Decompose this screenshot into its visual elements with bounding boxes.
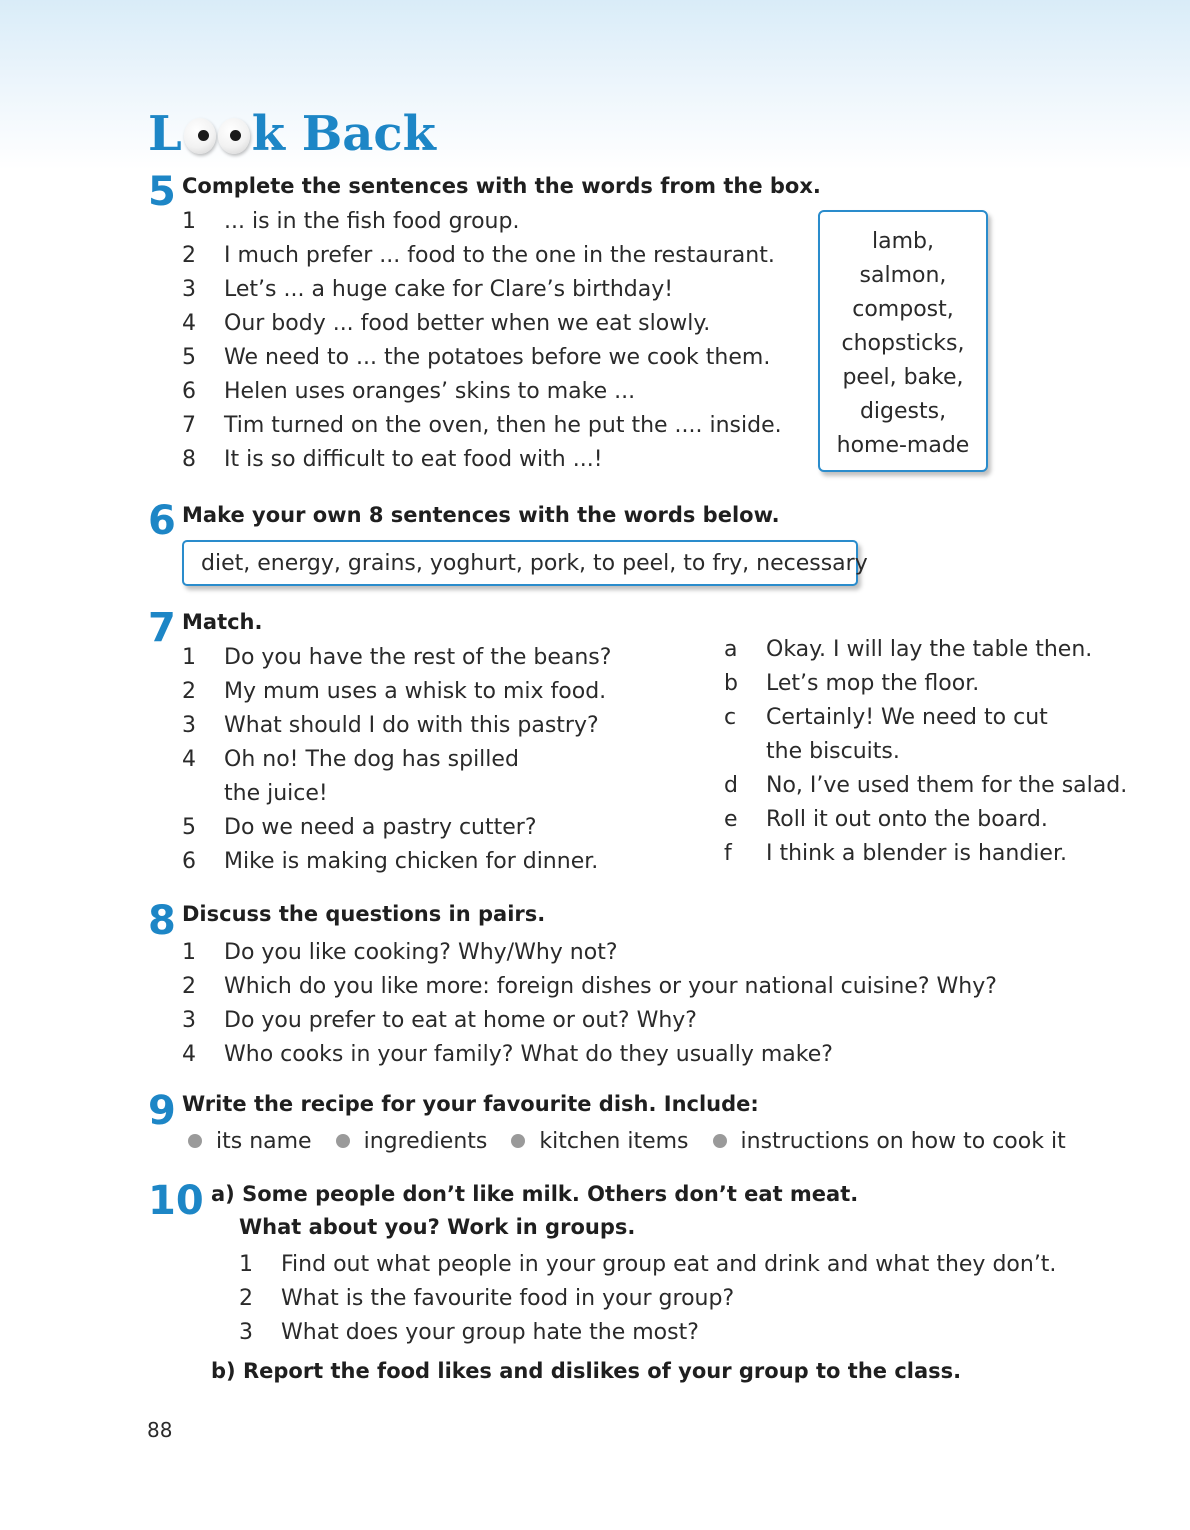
list-item: instructions on how to cook it [713, 1129, 1066, 1154]
list-item: 4 Who cooks in your family? What do they usually make? [182, 1042, 833, 1067]
exercise-7-number: 7 [148, 605, 176, 651]
list-item: 6 Helen uses oranges’ skins to make ... [182, 379, 636, 404]
exercise-10-list [239, 1248, 1056, 1350]
list-item: 1 ... is in the fish food group. [182, 209, 520, 234]
word-box-line: salmon, [859, 263, 947, 288]
word-box-line: lamb, [872, 229, 934, 254]
exercise-6-number: 6 [148, 498, 176, 544]
list-item: 5 We need to ... the potatoes before we cook them. [182, 345, 771, 370]
exercise-9-number: 9 [148, 1088, 176, 1134]
exercise-7-left-list [182, 641, 611, 879]
list-item: 6 Mike is making chicken for dinner. [182, 849, 599, 874]
list-item: 2 Which do you like more: foreign dishes or your national cuisine? Why? [182, 974, 997, 999]
exercise-5-heading: Complete the sentences with the words from the box. [182, 174, 821, 198]
word-box [818, 210, 988, 472]
list-item: c Certainly! We need to cut [724, 705, 1048, 730]
exercise-9-bullets [188, 1124, 1090, 1158]
word-box-line: digests, [859, 399, 947, 424]
word-box-line: compost, [852, 297, 954, 322]
bullet-icon [511, 1134, 525, 1148]
exercise-10-part-b: b) Report the food likes and dislikes of your group to the class. [211, 1359, 962, 1383]
exercise-10-number: 10 [148, 1178, 204, 1224]
exercise-8-number: 8 [148, 898, 176, 944]
bullet-icon [713, 1134, 727, 1148]
exercise-5-list [182, 205, 782, 477]
list-item: 4 Our body ... food better when we eat slowly. [182, 311, 711, 336]
bullet-icon [188, 1134, 202, 1148]
list-item: f I think a blender is handier. [724, 841, 1067, 866]
exercise-5-number: 5 [148, 169, 176, 215]
list-item: 3 Do you prefer to eat at home or out? Why? [182, 1008, 697, 1033]
exercise-8-heading: Discuss the questions in pairs. [182, 902, 546, 926]
list-item: 2 What is the favourite food in your group? [239, 1286, 735, 1311]
list-item: 4 Oh no! The dog has spilled [182, 747, 519, 772]
exercise-6-word-box: diet, energy, grains, yoghurt, pork, to peel, to fry, necessary [182, 540, 858, 586]
list-item: 5 Do we need a pastry cutter? [182, 815, 537, 840]
list-item: b Let’s mop the floor. [724, 671, 980, 696]
title-prefix: L [148, 106, 182, 162]
exercise-7-heading: Match. [182, 610, 263, 634]
list-item: 7 Tim turned on the oven, then he put the .... inside. [182, 413, 782, 438]
list-item: 1 Do you like cooking? Why/Why not? [182, 940, 618, 965]
exercise-7-right-list [724, 633, 1127, 871]
list-item: 2 I much prefer ... food to the one in the restaurant. [182, 243, 775, 268]
exercise-8-list [182, 936, 997, 1072]
list-item: d No, I’ve used them for the salad. [724, 773, 1128, 798]
word-box-line: peel, bake, [842, 365, 964, 390]
list-item: 1 Do you have the rest of the beans? [182, 645, 612, 670]
list-item: 8 It is so difficult to eat food with ...! [182, 447, 603, 472]
exercise-10-part-a: a) Some people don’t like milk. Others don’t eat meat. [211, 1182, 859, 1206]
eyes-icon [184, 118, 250, 154]
word-box-line: home-made [836, 433, 970, 458]
list-item: e Roll it out onto the board. [724, 807, 1048, 832]
list-item: 3 Let’s ... a huge cake for Clare’s birthday! [182, 277, 674, 302]
list-item: 3 What does your group hate the most? [239, 1320, 699, 1345]
list-item: 2 My mum uses a whisk to mix food. [182, 679, 607, 704]
word-box-line: chopsticks, [841, 331, 965, 356]
exercise-6-heading: Make your own 8 sentences with the words below. [182, 503, 780, 527]
bullet-icon [336, 1134, 350, 1148]
list-item-continuation: the biscuits. [766, 739, 900, 764]
list-item: a Okay. I will lay the table then. [724, 637, 1093, 662]
exercise-10-part-a-continued: What about you? Work in groups. [239, 1215, 636, 1239]
page-number: 88 [147, 1418, 173, 1442]
list-item: 3 What should I do with this pastry? [182, 713, 599, 738]
page-title [148, 104, 436, 164]
list-item: 1 Find out what people in your group eat and drink and what they don’t. [239, 1252, 1057, 1277]
list-item: ingredients [336, 1129, 488, 1154]
list-item: its name [188, 1129, 312, 1154]
list-item: kitchen items [511, 1129, 688, 1154]
exercise-9-heading: Write the recipe for your favourite dish. Include: [182, 1092, 759, 1116]
list-item-continuation: the juice! [224, 781, 328, 806]
title-suffix: k Back [251, 106, 436, 162]
